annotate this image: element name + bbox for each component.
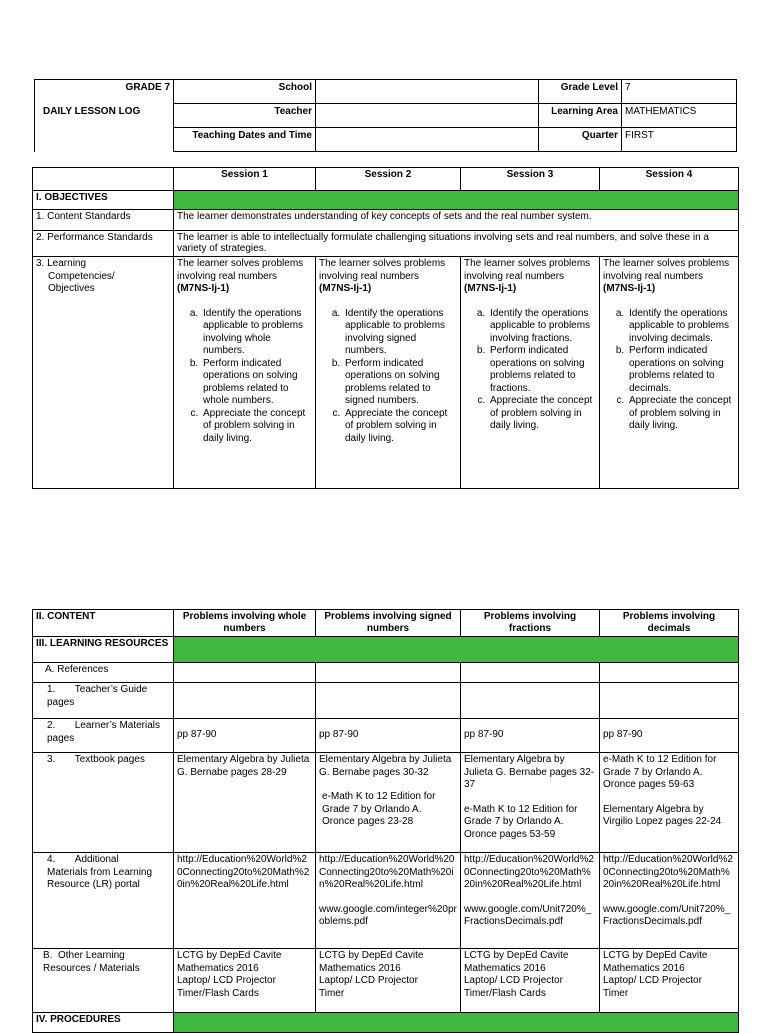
lr-portal-cell-2 xyxy=(316,853,461,949)
content-standards-label: 1. Content Standards xyxy=(33,210,174,231)
competency-code: (M7NS-Ij-1) xyxy=(177,283,230,294)
competency-code: (M7NS-Ij-1) xyxy=(603,283,656,294)
teachers-guide-label: 1. Teacher’s Guide pages xyxy=(33,683,174,719)
resources-green-band xyxy=(174,637,739,663)
competency-item-b: b. Perform indicated operations on solving problems related to signed numbers. xyxy=(343,358,457,408)
lr-portal-link[interactable]: http://Education%20World%20Connecting20to%20Math%20in%20Real%20Life.html xyxy=(177,854,310,890)
school-field[interactable] xyxy=(316,80,539,104)
content-title: II. CONTENT xyxy=(33,610,174,637)
competency-intro: The learner solves problems involving real numbers xyxy=(177,258,304,282)
other-resource-item: LCTG by DepEd Cavite Mathematics 2016 xyxy=(319,950,424,974)
other-resources-cell-4 xyxy=(600,949,739,1013)
other-resource-item: Timer/Flash Cards xyxy=(464,987,546,999)
other-resource-item: Laptop/ LCD Projector xyxy=(603,975,702,986)
textbook-entry: Elementary Algebra by Julieta G. Bernabe pages 32-37 xyxy=(464,754,595,790)
lr-portal-link[interactable]: www.google.com/integer%20problems.pdf xyxy=(319,903,457,927)
learners-materials-value: pp 87-90 xyxy=(316,719,461,753)
learning-resources-title: III. LEARNING RESOURCES xyxy=(33,637,174,663)
lr-portal-label: 4. Additional Materials from Learning Resource (LR) portal xyxy=(33,853,174,949)
textbook-entry: e-Math K to 12 Edition for Grade 7 by Orlando A. Oronce pages 59-63 xyxy=(603,754,717,790)
competency-cell-1 xyxy=(174,257,316,489)
lr-portal-cell-3 xyxy=(461,853,600,949)
performance-standards-label: 2. Performance Standards xyxy=(33,231,174,257)
other-resource-item: Timer xyxy=(319,987,345,999)
competency-item-a: a. Identify the operations applicable to problems involving fractions. xyxy=(488,308,596,346)
competency-item-a: a. Identify the operations applicable to problems involving signed numbers. xyxy=(343,308,457,358)
other-resource-item: LCTG by DepEd Cavite Mathematics 2016 xyxy=(464,950,569,974)
resources-table xyxy=(32,609,739,1033)
teachers-guide-cell-4 xyxy=(600,683,739,719)
competency-item-b: b. Perform indicated operations on solving problems related to fractions. xyxy=(488,345,596,395)
competency-list xyxy=(319,308,457,446)
textbook-entry: Elementary Algebra by Julieta G. Bernabe pages 30-32 xyxy=(319,754,452,778)
header-blank xyxy=(35,128,174,152)
textbook-entry: Elementary Algebra by Julieta G. Bernabe pages 28-29 xyxy=(177,754,310,778)
learners-materials-value: pp 87-90 xyxy=(174,719,316,753)
other-resources-cell-2 xyxy=(316,949,461,1013)
lr-portal-link[interactable]: www.google.com/Unit720%_FractionsDecimals.pdf xyxy=(464,903,592,927)
content-topic-3: Problems involving fractions xyxy=(461,610,600,637)
learners-materials-value: pp 87-90 xyxy=(461,719,600,753)
quarter-label: Quarter xyxy=(539,128,622,152)
lr-portal-link[interactable]: http://Education%20World%20Connecting20to%20Math%20in%20Real%20Life.html xyxy=(319,854,455,890)
log-title: DAILY LESSON LOG xyxy=(35,104,174,128)
session-1-header: Session 1 xyxy=(174,168,316,191)
references-cell-4 xyxy=(600,663,739,683)
other-resource-item: Laptop/ LCD Projector xyxy=(177,975,276,986)
quarter-field[interactable]: FIRST xyxy=(622,128,737,152)
lr-portal-link[interactable]: http://Education%20World%20Connecting20to%20Math%20in%20Real%20Life.html xyxy=(464,854,594,890)
competencies-label xyxy=(33,257,174,489)
blank-corner xyxy=(33,168,174,191)
competency-intro: The learner solves problems involving real numbers xyxy=(319,258,446,282)
content-topic-4: Problems involving decimals xyxy=(600,610,739,637)
references-label: A. References xyxy=(33,663,174,683)
other-resource-item: Laptop/ LCD Projector xyxy=(464,975,563,986)
session-4-header: Session 4 xyxy=(600,168,739,191)
lr-portal-link[interactable]: www.google.com/Unit720%_FractionsDecimals.pdf xyxy=(603,903,731,927)
teacher-label: Teacher xyxy=(174,104,316,128)
teachers-guide-cell-3 xyxy=(461,683,600,719)
competency-code: (M7NS-Ij-1) xyxy=(319,283,372,294)
competencies-label-line-2: Competencies/ xyxy=(48,270,115,282)
learning-area-field[interactable]: MATHEMATICS xyxy=(622,104,737,128)
school-label: School xyxy=(174,80,316,104)
competency-item-c: c. Appreciate the concept of problem solving in daily living. xyxy=(343,408,457,446)
textbook-cell-4 xyxy=(600,753,739,853)
learners-materials-label: 2. Learner’s Materials pages xyxy=(33,719,174,753)
teacher-field[interactable] xyxy=(316,104,539,128)
content-topic-1: Problems involving whole numbers xyxy=(174,610,316,637)
grade-level-label: Grade Level xyxy=(539,80,622,104)
other-resource-item: LCTG by DepEd Cavite Mathematics 2016 xyxy=(177,950,282,974)
content-topic-2: Problems involving signed numbers xyxy=(316,610,461,637)
references-cell-2 xyxy=(316,663,461,683)
textbook-cell-1 xyxy=(174,753,316,853)
competency-item-a: a. Identify the operations applicable to problems involving decimals. xyxy=(627,308,735,346)
references-cell-3 xyxy=(461,663,600,683)
competency-code: (M7NS-Ij-1) xyxy=(464,283,517,294)
competency-list xyxy=(464,308,596,433)
objectives-table xyxy=(32,167,739,489)
other-resources-label: B. Other Learning Resources / Materials xyxy=(33,949,174,1013)
lr-portal-link[interactable]: http://Education%20World%20Connecting20to%20Math%20in%20Real%20Life.html xyxy=(603,854,733,890)
competency-cell-3 xyxy=(461,257,600,489)
competency-list xyxy=(177,308,312,446)
objectives-green-band xyxy=(174,191,739,210)
teachers-guide-cell-2 xyxy=(316,683,461,719)
content-standards-text: The learner demonstrates understanding of key concepts of sets and the real number system. xyxy=(174,210,739,231)
grade-label: GRADE 7 xyxy=(35,80,174,104)
learning-area-label: Learning Area xyxy=(539,104,622,128)
competency-cell-2 xyxy=(316,257,461,489)
teachers-guide-cell-1 xyxy=(174,683,316,719)
objectives-title: I. OBJECTIVES xyxy=(33,191,174,210)
other-resource-item: LCTG by DepEd Cavite Mathematics 2016 xyxy=(603,950,708,974)
other-resource-item: Timer xyxy=(603,987,629,999)
textbook-entry: Elementary Algebra by Virgilio Lopez pages 22-24 xyxy=(603,803,722,827)
lr-portal-cell-1 xyxy=(174,853,316,949)
procedures-title: IV. PROCEDURES xyxy=(33,1013,174,1033)
procedures-green-band xyxy=(174,1013,739,1033)
competencies-label-line-1: 3. Learning xyxy=(36,258,87,269)
competency-item-b: b. Perform indicated operations on solving problems related to whole numbers. xyxy=(201,358,312,408)
session-2-header: Session 2 xyxy=(316,168,461,191)
performance-standards-text: The learner is able to intellectually formulate challenging situations involving sets and real numbers, and solve these in a variety of strategies. xyxy=(174,231,739,257)
dates-field[interactable] xyxy=(316,128,539,152)
other-resources-cell-1 xyxy=(174,949,316,1013)
competency-item-c: c. Appreciate the concept of problem solving in daily living. xyxy=(201,408,312,446)
references-cell-1 xyxy=(174,663,316,683)
textbook-entry: e-Math K to 12 Edition for Grade 7 by Orlando A. Oronce pages 23-28 xyxy=(322,791,436,827)
competency-item-a: a. Identify the operations applicable to problems involving whole numbers. xyxy=(201,308,312,358)
other-resources-cell-3 xyxy=(461,949,600,1013)
competency-intro: The learner solves problems involving real numbers xyxy=(603,258,730,282)
competencies-label-line-3: Objectives xyxy=(48,283,95,294)
session-3-header: Session 3 xyxy=(461,168,600,191)
textbook-cell-2 xyxy=(316,753,461,853)
header-table xyxy=(34,79,737,152)
other-resource-item: Timer/Flash Cards xyxy=(177,987,259,999)
grade-level-field[interactable]: 7 xyxy=(622,80,737,104)
textbook-entry: e-Math K to 12 Edition for Grade 7 by Orlando A. Oronce pages 53-59 xyxy=(464,803,578,840)
competency-intro: The learner solves problems involving real numbers xyxy=(464,258,591,282)
learners-materials-value: pp 87-90 xyxy=(600,719,739,753)
textbook-cell-3 xyxy=(461,753,600,853)
competency-cell-4 xyxy=(600,257,739,489)
lr-portal-cell-4 xyxy=(600,853,739,949)
competency-item-c: c. Appreciate the concept of problem solving in daily living. xyxy=(627,395,735,433)
competency-item-b: b. Perform indicated operations on solving problems related to decimals. xyxy=(627,345,735,395)
competency-list xyxy=(603,308,735,433)
other-resource-item: Laptop/ LCD Projector xyxy=(319,975,418,986)
dates-label: Teaching Dates and Time xyxy=(174,128,316,152)
competency-item-c: c. Appreciate the concept of problem solving in daily living. xyxy=(488,395,596,433)
textbook-label: 3. Textbook pages xyxy=(33,753,174,853)
